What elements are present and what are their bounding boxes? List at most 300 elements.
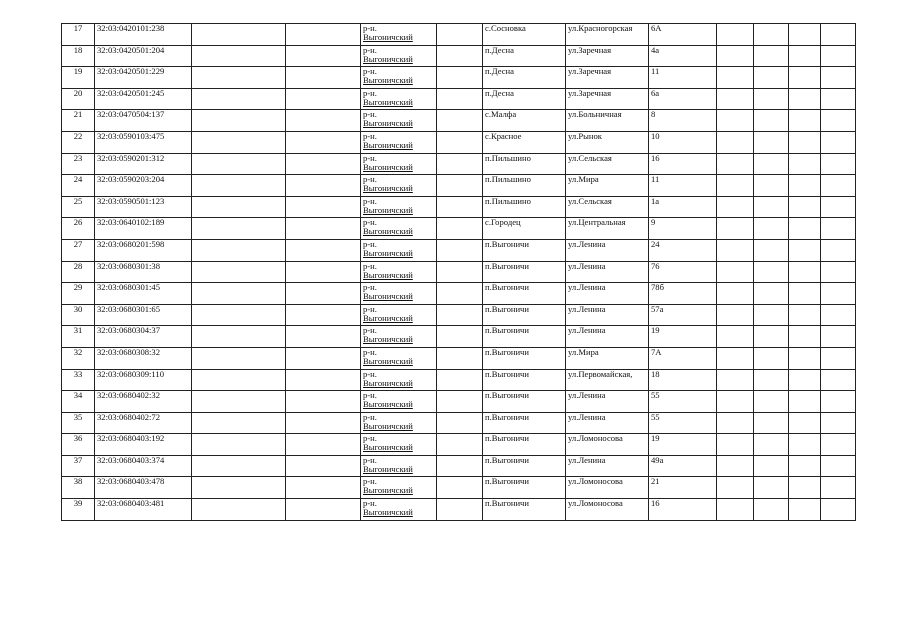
empty-cell — [437, 24, 483, 46]
settlement-cell: п.Выгоничи — [483, 391, 566, 413]
district-name: Выгоничский — [363, 377, 413, 388]
empty-cell — [717, 175, 754, 197]
district-prefix: р-н. — [363, 88, 377, 98]
empty-cell — [754, 455, 789, 477]
district-prefix: р-н. — [363, 347, 377, 357]
house-number-cell: 11 — [649, 67, 717, 89]
empty-cell — [286, 455, 361, 477]
district-prefix: р-н. — [363, 153, 377, 163]
settlement-cell: п.Выгоничи — [483, 283, 566, 305]
empty-cell — [821, 175, 856, 197]
house-number-cell: 19 — [649, 434, 717, 456]
street-cell: ул.Ломоносова — [566, 499, 649, 521]
empty-cell — [717, 196, 754, 218]
empty-cell — [789, 434, 821, 456]
empty-cell — [192, 88, 286, 110]
table-row — [62, 110, 856, 132]
empty-cell — [286, 412, 361, 434]
cadastral-number-cell: 32:03:0590501:123 — [95, 196, 192, 218]
district-name: Выгоничский — [363, 507, 413, 518]
empty-cell — [717, 347, 754, 369]
empty-cell — [717, 24, 754, 46]
street-cell: ул.Ленина — [566, 239, 649, 261]
empty-cell — [286, 499, 361, 521]
empty-cell — [437, 477, 483, 499]
table-row — [62, 391, 856, 413]
table-row — [62, 304, 856, 326]
row-number-cell: 23 — [62, 153, 95, 175]
district-prefix: р-н. — [363, 282, 377, 293]
table-row — [62, 45, 856, 67]
cadastral-number-cell: 32:03:0680301:38 — [95, 261, 192, 283]
empty-cell — [717, 67, 754, 89]
district-prefix: р-н. — [363, 239, 377, 249]
empty-cell — [192, 369, 286, 391]
row-number-cell: 19 — [62, 67, 95, 89]
empty-cell — [437, 412, 483, 434]
district-name: Выгоничский — [363, 247, 413, 258]
empty-cell — [286, 434, 361, 456]
house-number-cell: 10 — [649, 131, 717, 153]
district-cell — [361, 196, 437, 218]
settlement-cell: п.Пильшино — [483, 153, 566, 175]
empty-cell — [821, 239, 856, 261]
district-prefix: р-н. — [363, 174, 377, 185]
table-row — [62, 369, 856, 391]
empty-cell — [192, 391, 286, 413]
district-prefix: р-н. — [363, 455, 377, 465]
table-row — [62, 67, 856, 89]
district-name: Выгоничский — [363, 463, 413, 474]
house-number-cell: 49а — [649, 455, 717, 477]
row-number-cell: 37 — [62, 455, 95, 477]
empty-cell — [821, 434, 856, 456]
house-number-cell: 1а — [649, 196, 717, 218]
district-cell — [361, 434, 437, 456]
empty-cell — [789, 153, 821, 175]
district-cell — [361, 131, 437, 153]
table-row — [62, 153, 856, 175]
row-number-cell: 20 — [62, 88, 95, 110]
empty-cell — [789, 261, 821, 283]
empty-cell — [286, 110, 361, 132]
street-cell: ул.Первомайская, — [566, 369, 649, 391]
district-cell — [361, 369, 437, 391]
empty-cell — [717, 153, 754, 175]
empty-cell — [821, 326, 856, 348]
table-row — [62, 455, 856, 477]
empty-cell — [437, 326, 483, 348]
table-row — [62, 326, 856, 348]
district-cell — [361, 261, 437, 283]
district-name: Выгоничский — [363, 53, 413, 64]
empty-cell — [717, 455, 754, 477]
house-number-cell: 7А — [649, 347, 717, 369]
empty-cell — [821, 131, 856, 153]
row-number-cell: 28 — [62, 261, 95, 283]
empty-cell — [789, 45, 821, 67]
empty-cell — [437, 153, 483, 175]
row-number-cell: 31 — [62, 326, 95, 348]
district-prefix: р-н. — [363, 498, 377, 509]
settlement-cell: с.Малфа — [483, 110, 566, 132]
empty-cell — [754, 196, 789, 218]
empty-cell — [789, 110, 821, 132]
house-number-cell: 18 — [649, 369, 717, 391]
row-number-cell: 24 — [62, 175, 95, 197]
row-number-cell: 18 — [62, 45, 95, 67]
empty-cell — [437, 131, 483, 153]
empty-cell — [789, 326, 821, 348]
cadastral-number-cell: 32:03:0590201:312 — [95, 153, 192, 175]
cadastral-number-cell: 32:03:0680309:110 — [95, 369, 192, 391]
settlement-cell: п.Выгоничи — [483, 499, 566, 521]
cadastral-number-cell: 32:03:0680403:192 — [95, 434, 192, 456]
empty-cell — [789, 412, 821, 434]
empty-cell — [437, 175, 483, 197]
empty-cell — [754, 110, 789, 132]
cadastral-number-cell: 32:03:0470504:137 — [95, 110, 192, 132]
row-number-cell: 21 — [62, 110, 95, 132]
empty-cell — [821, 261, 856, 283]
empty-cell — [437, 196, 483, 218]
settlement-cell: п.Выгоничи — [483, 261, 566, 283]
street-cell: ул.Мира — [566, 347, 649, 369]
table-row — [62, 477, 856, 499]
district-prefix: р-н. — [363, 412, 377, 422]
empty-cell — [286, 218, 361, 240]
district-name: Выгоничский — [363, 75, 413, 86]
district-name: Выгоничский — [363, 485, 413, 496]
house-number-cell: 57а — [649, 304, 717, 326]
district-prefix: р-н. — [363, 45, 377, 55]
house-number-cell: 9 — [649, 218, 717, 240]
table-row — [62, 434, 856, 456]
empty-cell — [789, 175, 821, 197]
settlement-cell: п.Выгоничи — [483, 326, 566, 348]
empty-cell — [192, 304, 286, 326]
empty-cell — [286, 347, 361, 369]
empty-cell — [286, 369, 361, 391]
house-number-cell: 11 — [649, 175, 717, 197]
empty-cell — [754, 175, 789, 197]
empty-cell — [286, 477, 361, 499]
empty-cell — [754, 131, 789, 153]
empty-cell — [754, 24, 789, 46]
cadastral-number-cell: 32:03:0640102:189 — [95, 218, 192, 240]
empty-cell — [789, 391, 821, 413]
cadastral-number-cell: 32:03:0420501:245 — [95, 88, 192, 110]
district-name: Выгоничский — [363, 183, 413, 194]
empty-cell — [717, 261, 754, 283]
district-cell — [361, 326, 437, 348]
cadastral-number-cell: 32:03:0680403:478 — [95, 477, 192, 499]
empty-cell — [437, 88, 483, 110]
empty-cell — [286, 153, 361, 175]
empty-cell — [192, 499, 286, 521]
empty-cell — [192, 261, 286, 283]
empty-cell — [754, 218, 789, 240]
empty-cell — [286, 67, 361, 89]
table-row — [62, 499, 856, 521]
row-number-cell: 17 — [62, 24, 95, 46]
empty-cell — [286, 326, 361, 348]
row-number-cell: 35 — [62, 412, 95, 434]
settlement-cell: п.Выгоничи — [483, 434, 566, 456]
empty-cell — [192, 218, 286, 240]
street-cell: ул.Заречная — [566, 45, 649, 67]
district-cell — [361, 175, 437, 197]
empty-cell — [789, 88, 821, 110]
district-prefix: р-н. — [363, 196, 377, 206]
empty-cell — [437, 218, 483, 240]
district-prefix: р-н. — [363, 325, 377, 336]
settlement-cell: п.Пильшино — [483, 175, 566, 197]
empty-cell — [286, 24, 361, 46]
empty-cell — [754, 67, 789, 89]
table-row — [62, 283, 856, 305]
empty-cell — [286, 175, 361, 197]
district-name: Выгоничский — [363, 161, 413, 172]
street-cell: ул.Ленина — [566, 261, 649, 283]
settlement-cell: с.Сосновка — [483, 24, 566, 46]
cadastral-number-cell: 32:03:0590203:204 — [95, 175, 192, 197]
empty-cell — [192, 153, 286, 175]
district-cell — [361, 477, 437, 499]
empty-cell — [789, 196, 821, 218]
house-number-cell: 55 — [649, 412, 717, 434]
empty-cell — [286, 239, 361, 261]
empty-cell — [789, 131, 821, 153]
empty-cell — [789, 455, 821, 477]
settlement-cell: с.Красное — [483, 131, 566, 153]
empty-cell — [192, 196, 286, 218]
empty-cell — [789, 369, 821, 391]
district-name: Выгоничский — [363, 204, 413, 215]
settlement-cell: п.Выгоничи — [483, 347, 566, 369]
district-name: Выгоничский — [363, 32, 413, 42]
district-name: Выгоничский — [363, 226, 413, 237]
empty-cell — [789, 477, 821, 499]
house-number-cell: 55 — [649, 391, 717, 413]
cadastral-number-cell: 32:03:0680301:45 — [95, 283, 192, 305]
empty-cell — [192, 283, 286, 305]
cadastral-number-cell: 32:03:0680402:32 — [95, 391, 192, 413]
house-number-cell: 6а — [649, 88, 717, 110]
district-cell — [361, 455, 437, 477]
settlement-cell: п.Выгоничи — [483, 239, 566, 261]
empty-cell — [437, 261, 483, 283]
empty-cell — [192, 239, 286, 261]
empty-cell — [821, 369, 856, 391]
district-cell — [361, 45, 437, 67]
row-number-cell: 29 — [62, 283, 95, 305]
empty-cell — [192, 110, 286, 132]
district-name: Выгоничский — [363, 334, 413, 345]
table-row — [62, 131, 856, 153]
empty-cell — [789, 499, 821, 521]
empty-cell — [717, 131, 754, 153]
row-number-cell: 30 — [62, 304, 95, 326]
district-cell — [361, 391, 437, 413]
district-cell — [361, 88, 437, 110]
settlement-cell: п.Выгоничи — [483, 455, 566, 477]
empty-cell — [717, 239, 754, 261]
settlement-cell: п.Выгоничи — [483, 369, 566, 391]
empty-cell — [286, 88, 361, 110]
empty-cell — [286, 131, 361, 153]
district-name: Выгоничский — [363, 442, 413, 453]
district-prefix: р-н. — [363, 369, 377, 379]
empty-cell — [754, 326, 789, 348]
empty-cell — [192, 175, 286, 197]
empty-cell — [754, 153, 789, 175]
empty-cell — [437, 239, 483, 261]
district-cell — [361, 110, 437, 132]
street-cell: ул.Заречная — [566, 88, 649, 110]
empty-cell — [754, 304, 789, 326]
district-prefix: р-н. — [363, 217, 377, 228]
district-cell — [361, 24, 437, 46]
empty-cell — [821, 283, 856, 305]
settlement-cell: п.Пильшино — [483, 196, 566, 218]
empty-cell — [717, 369, 754, 391]
row-number-cell: 26 — [62, 218, 95, 240]
empty-cell — [717, 110, 754, 132]
empty-cell — [286, 196, 361, 218]
house-number-cell: 16 — [649, 499, 717, 521]
empty-cell — [754, 283, 789, 305]
empty-cell — [754, 391, 789, 413]
empty-cell — [192, 347, 286, 369]
settlement-cell: п.Десна — [483, 67, 566, 89]
settlement-cell: п.Выгоничи — [483, 304, 566, 326]
empty-cell — [437, 369, 483, 391]
house-number-cell: 78б — [649, 283, 717, 305]
district-cell — [361, 283, 437, 305]
empty-cell — [789, 24, 821, 46]
house-number-cell: 21 — [649, 477, 717, 499]
empty-cell — [717, 391, 754, 413]
empty-cell — [821, 196, 856, 218]
district-name: Выгоничский — [363, 96, 413, 107]
empty-cell — [437, 110, 483, 132]
cadastral-number-cell: 32:03:0680301:65 — [95, 304, 192, 326]
empty-cell — [789, 283, 821, 305]
cadastral-number-cell: 32:03:0680403:481 — [95, 499, 192, 521]
empty-cell — [192, 434, 286, 456]
empty-cell — [437, 283, 483, 305]
street-cell: ул.Центральная — [566, 218, 649, 240]
empty-cell — [192, 45, 286, 67]
empty-cell — [754, 88, 789, 110]
row-number-cell: 32 — [62, 347, 95, 369]
district-cell — [361, 304, 437, 326]
table-row — [62, 412, 856, 434]
empty-cell — [717, 88, 754, 110]
empty-cell — [754, 434, 789, 456]
empty-cell — [821, 45, 856, 67]
empty-cell — [821, 110, 856, 132]
cadastral-number-cell: 32:03:0680308:32 — [95, 347, 192, 369]
empty-cell — [821, 391, 856, 413]
street-cell: ул.Сельская — [566, 196, 649, 218]
cadastral-number-cell: 32:03:0420101:238 — [95, 24, 192, 46]
house-number-cell: 4а — [649, 45, 717, 67]
settlement-cell: п.Выгоничи — [483, 412, 566, 434]
row-number-cell: 22 — [62, 131, 95, 153]
street-cell: ул.Сельская — [566, 153, 649, 175]
empty-cell — [821, 347, 856, 369]
empty-cell — [821, 153, 856, 175]
table-row — [62, 261, 856, 283]
district-cell — [361, 67, 437, 89]
table-row — [62, 239, 856, 261]
house-number-cell: 24 — [649, 239, 717, 261]
street-cell: ул.Ленина — [566, 391, 649, 413]
cadastral-number-cell: 32:03:0420501:229 — [95, 67, 192, 89]
empty-cell — [192, 477, 286, 499]
empty-cell — [192, 67, 286, 89]
empty-cell — [437, 434, 483, 456]
street-cell: ул.Ленина — [566, 455, 649, 477]
table-row — [62, 196, 856, 218]
district-name: Выгоничский — [363, 420, 413, 431]
empty-cell — [437, 67, 483, 89]
street-cell: ул.Рынок — [566, 131, 649, 153]
street-cell: ул.Ленина — [566, 283, 649, 305]
district-name: Выгоничский — [363, 269, 413, 280]
district-name: Выгоничский — [363, 139, 413, 150]
empty-cell — [789, 67, 821, 89]
cadastral-number-cell: 32:03:0680304:37 — [95, 326, 192, 348]
district-prefix: р-н. — [363, 109, 377, 120]
house-number-cell: 19 — [649, 326, 717, 348]
street-cell: ул.Больничная — [566, 110, 649, 132]
table-row — [62, 88, 856, 110]
empty-cell — [717, 283, 754, 305]
empty-cell — [437, 347, 483, 369]
empty-cell — [437, 455, 483, 477]
empty-cell — [717, 499, 754, 521]
empty-cell — [717, 477, 754, 499]
empty-cell — [821, 412, 856, 434]
empty-cell — [437, 499, 483, 521]
district-name: Выгоничский — [363, 399, 413, 410]
settlement-cell: с.Городец — [483, 218, 566, 240]
district-cell — [361, 239, 437, 261]
empty-cell — [754, 412, 789, 434]
district-prefix: р-н. — [363, 131, 377, 141]
table-row — [62, 24, 856, 46]
street-cell: ул.Ломоносова — [566, 477, 649, 499]
row-number-cell: 34 — [62, 391, 95, 413]
empty-cell — [286, 391, 361, 413]
street-cell: ул.Красногорская — [566, 24, 649, 46]
empty-cell — [754, 239, 789, 261]
district-cell — [361, 347, 437, 369]
empty-cell — [717, 326, 754, 348]
empty-cell — [286, 304, 361, 326]
district-cell — [361, 218, 437, 240]
cadastral-number-cell: 32:03:0680402:72 — [95, 412, 192, 434]
district-prefix: р-н. — [363, 304, 377, 314]
cadastral-number-cell: 32:03:0680201:598 — [95, 239, 192, 261]
empty-cell — [754, 499, 789, 521]
cadastral-number-cell: 32:03:0420501:204 — [95, 45, 192, 67]
empty-cell — [821, 304, 856, 326]
house-number-cell: 76 — [649, 261, 717, 283]
